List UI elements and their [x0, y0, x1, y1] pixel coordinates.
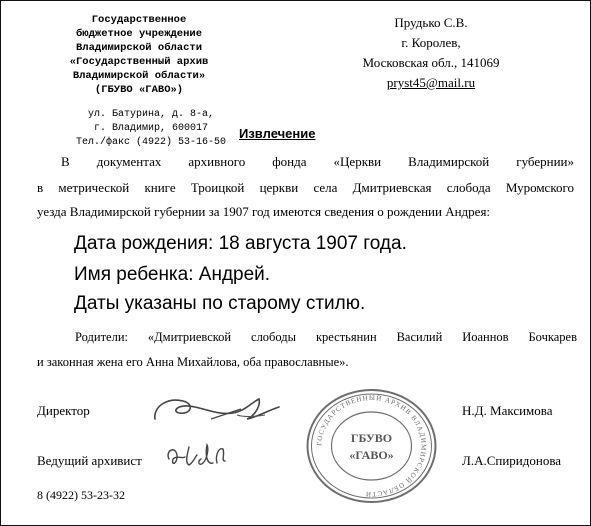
archivist-signature	[163, 437, 233, 473]
parents-line-2: и законная жена его Анна Михайлова, оба православные».	[37, 355, 349, 369]
org-line: Владимирской области»	[72, 70, 206, 82]
archivist-name: Л.А.Спиридонова	[462, 453, 562, 468]
body-line-3: уезда Владимирской губернии за 1907 год имеются сведения о рождении Андрея:	[37, 204, 491, 219]
address-line: Тел./факс (4922) 53-16-50	[75, 137, 227, 148]
body-line-2: в метрической книге Троицкой церкви села Дмитриевская слобода Муромского	[37, 180, 574, 195]
sender-address	[57, 108, 245, 150]
org-line: Владимирской области	[75, 42, 203, 54]
address-line: ул. Батурина, д. 8-а,	[87, 109, 215, 120]
birth-date: Дата рождения: 18 августа 1907 года.	[74, 233, 407, 254]
recipient-block	[331, 13, 531, 93]
old-style-note: Даты указаны по старому стилю.	[74, 293, 366, 314]
org-line: (ГБУВО «ГАВО»)	[94, 84, 184, 96]
contact-phone: 8 (4922) 53-23-32	[37, 488, 125, 502]
archivist-role: Ведущий архивист	[37, 453, 142, 468]
body-line-1: В документах архивного фонда «Церкви Владимирской губернии»	[61, 154, 574, 169]
stamp-ring-text: ГОСУДАРСТВЕННЫЙ АРХИВ ВЛАДИМИРСКОЙ ОБЛАСТИ	[315, 393, 428, 499]
address-line: г. Владимир, 600017	[93, 123, 209, 134]
recipient-email-link[interactable]: pryst45@mail.ru	[386, 75, 476, 90]
archive-stamp	[304, 387, 439, 505]
recipient-region: Московская обл., 141069	[362, 55, 500, 70]
org-line: бюджетное учреждение	[75, 28, 203, 40]
document-title: Извлечение	[239, 126, 316, 141]
director-name: Н.Д. Максимова	[462, 403, 553, 418]
stamp-center-line-1: ГБУВО	[350, 431, 393, 445]
sender-organization	[23, 13, 255, 97]
director-role: Директор	[37, 403, 90, 418]
org-line: Государственное	[91, 14, 187, 26]
director-signature	[149, 389, 289, 429]
parents-line-1: Родители: «Дмитриевской слободы крестьянин Василий Иоаннов Бочкарев	[75, 330, 577, 344]
stamp-center-line-2: «ГАВО»	[349, 448, 394, 462]
recipient-name: Прудько С.В.	[394, 15, 468, 30]
org-line: «Государственный архив	[69, 56, 209, 68]
recipient-city: г. Королев,	[401, 35, 461, 50]
child-name: Имя ребенка: Андрей.	[74, 264, 271, 285]
